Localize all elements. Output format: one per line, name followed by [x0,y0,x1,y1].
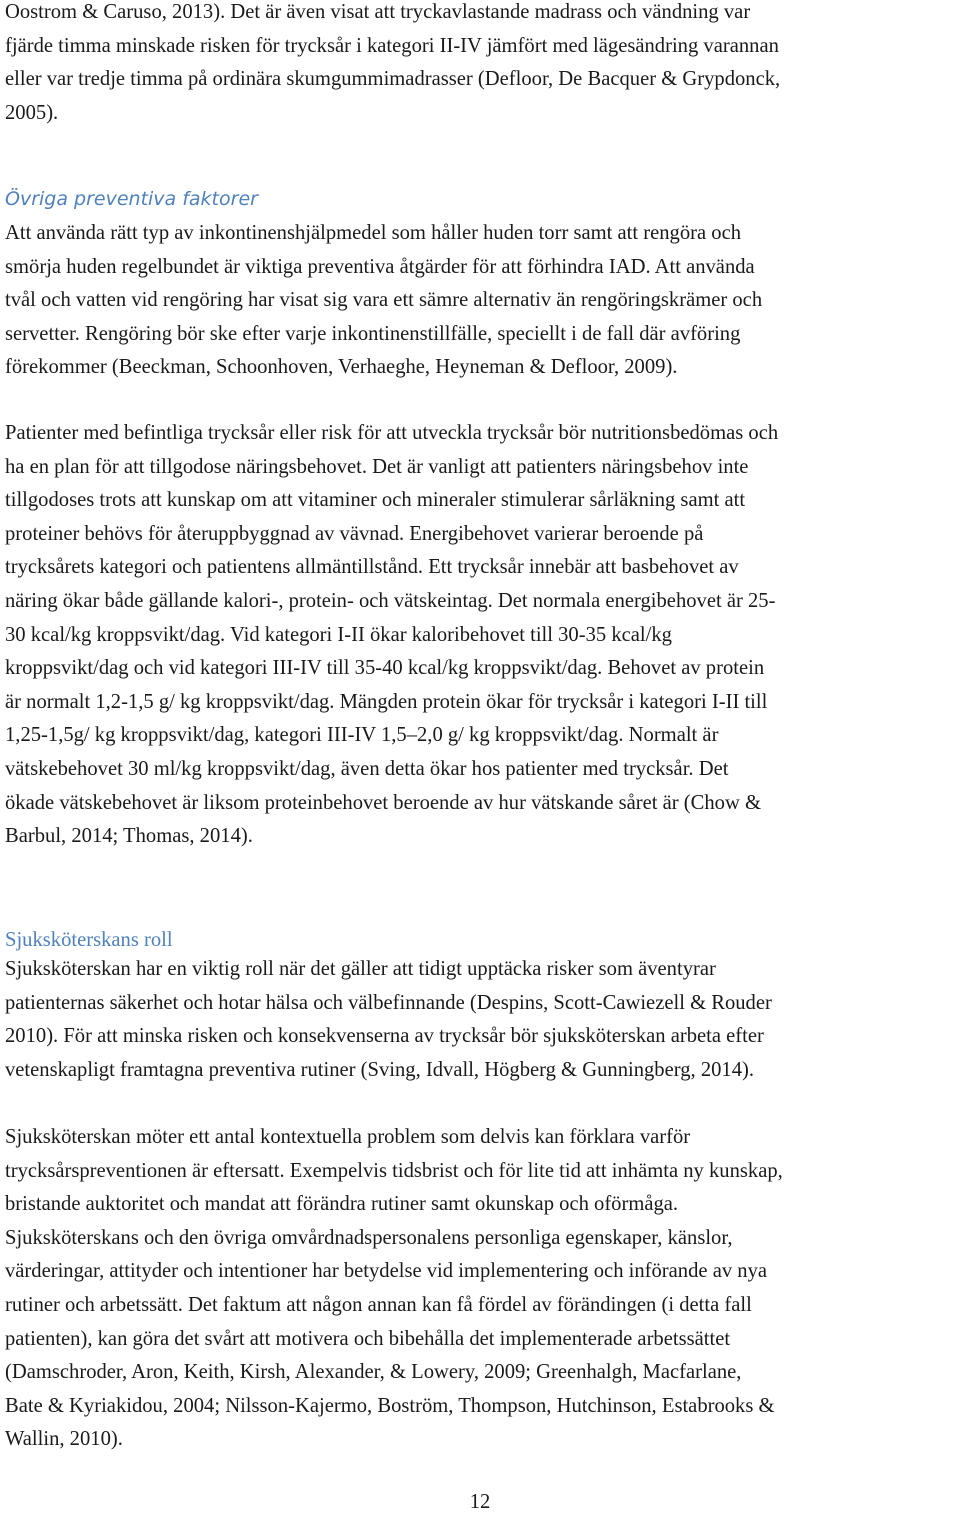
paragraph-incontinence-care [5,217,957,385]
text-line: Sjuksköterskans och den övriga omvårdnadspersonalens personliga egenskaper, känslor, [5,1226,733,1249]
text-line: Wallin, 2010). [5,1428,123,1451]
text-line: ökade vätskebehovet är liksom proteinbehovet beroende av hur vätskande såret är (Chow & [5,791,761,814]
paragraph-pressure-relief [5,0,957,130]
text-line: patienternas säkerhet och hotar hälsa och välbefinnande (Despins, Scott-Cawiezell & Rouder [5,991,772,1014]
text-line: eller var tredje timma på ordinära skumgummimadrasser (Defloor, De Bacquer & Grypdonck, [5,68,781,91]
paragraph-contextual-problems [5,1121,957,1457]
text-line: Sjuksköterskan har en viktig roll när det gäller att tidigt upptäcka risker som äventyrar [5,958,716,980]
text-line: värderingar, attityder och intentioner har betydelse vid implementering och införande av nya [5,1260,768,1283]
text-line: smörja huden regelbundet är viktiga preventiva åtgärder för att förhindra IAD. Att använda [5,255,755,278]
text-line: patienten), kan göra det svårt att motivera och bibehålla det implementerade arbetssättet [5,1327,731,1350]
text-line: rutiner och arbetssätt. Det faktum att någon annan kan få fördel av förändingen (i detta fall [5,1293,752,1316]
text-line: Sjuksköterskan möter ett antal kontextuella problem som delvis kan förklara varför [5,1126,691,1148]
text-line: Bate & Kyriakidou, 2004; Nilsson-Kajermo, Boström, Thompson, Hutchinson, Estabrooks & [5,1394,775,1417]
section-heading-nurse-role: Sjuksköterskans roll [5,929,173,951]
text-line: Patienter med befintliga trycksår eller risk för att utveckla trycksår bör nutritionsbedömas och [5,422,779,444]
text-line: 30 kcal/kg kroppsvikt/dag. Vid kategori I-II ökar kaloribehovet till 30-35 kcal/kg [5,623,672,646]
text-line: vetenskapligt framtagna preventiva rutiner (Sving, Idvall, Högberg & Gunningberg, 2014). [5,1058,755,1081]
text-line: proteiner behövs för återuppbyggnad av vävnad. Energibehovet varierar beroende på [5,522,704,545]
text-line: fjärde timma minskade risken för trycksår i kategori II-IV jämfört med lägesändring varannan [5,34,779,57]
text-line: Oostrom & Caruso, 2013). Det är även visat att tryckavlastande madrass och vändning var [5,1,751,23]
text-line: servetter. Rengöring bör ske efter varje inkontinenstillfälle, speciellt i de fall där avföring [5,322,741,345]
text-line: trycksårets kategori och patientens allmäntillstånd. Ett trycksår innebär att basbehovet av [5,556,739,579]
text-line: Att använda rätt typ av inkontinenshjälpmedel som håller huden torr samt att rengöra och [5,222,742,244]
text-line: är normalt 1,2-1,5 g/ kg kroppsvikt/dag. Mängden protein ökar för trycksår i kategori I-II till [5,690,768,713]
text-line: tillgodoses trots att kunskap om att vitaminer och mineraler stimulerar sårläkning samt att [5,489,746,512]
text-line: vätskebehovet 30 ml/kg kroppsvikt/dag, även detta ökar hos patienter med trycksår. Det [5,757,729,780]
paragraph-nutrition [5,417,957,854]
text-line: Barbul, 2014; Thomas, 2014). [5,825,253,848]
section-heading-other-preventive-factors: Övriga preventiva faktorer [5,188,258,210]
text-line: ha en plan för att tillgodose näringsbehovet. Det är vanligt att patienters näringsbehov inte [5,455,749,478]
text-line: tvål och vatten vid rengöring har visat sig vara ett sämre alternativ än rengöringskrämer och [5,289,763,312]
text-line: 2005). [5,101,59,124]
page-number: 12 [469,1491,491,1513]
text-line: 2010). För att minska risken och konsekvenserna av trycksår bör sjuksköterskan arbeta efter [5,1025,764,1048]
text-line: trycksårspreventionen är eftersatt. Exempelvis tidsbrist och för lite tid att inhämta ny kunskap, [5,1159,783,1182]
text-line: näring ökar både gällande kalori-, protein- och vätskeintag. Det normala energibehovet är 25- [5,589,776,612]
paragraph-nurse-role [5,953,957,1087]
text-line: förekommer (Beeckman, Schoonhoven, Verhaeghe, Heyneman & Defloor, 2009). [5,356,678,379]
text-line: kroppsvikt/dag och vid kategori III-IV till 35-40 kcal/kg kroppsvikt/dag. Behovet av protein [5,657,765,680]
text-line: 1,25-1,5g/ kg kroppsvikt/dag, kategori III-IV 1,5–2,0 g/ kg kroppsvikt/dag. Normalt är [5,724,719,747]
text-line: bristande auktoritet och mandat att förändra rutiner samt okunskap och oförmåga. [5,1193,679,1216]
text-line: (Damschroder, Aron, Keith, Kirsh, Alexander, & Lowery, 2009; Greenhalgh, Macfarlane, [5,1361,742,1384]
